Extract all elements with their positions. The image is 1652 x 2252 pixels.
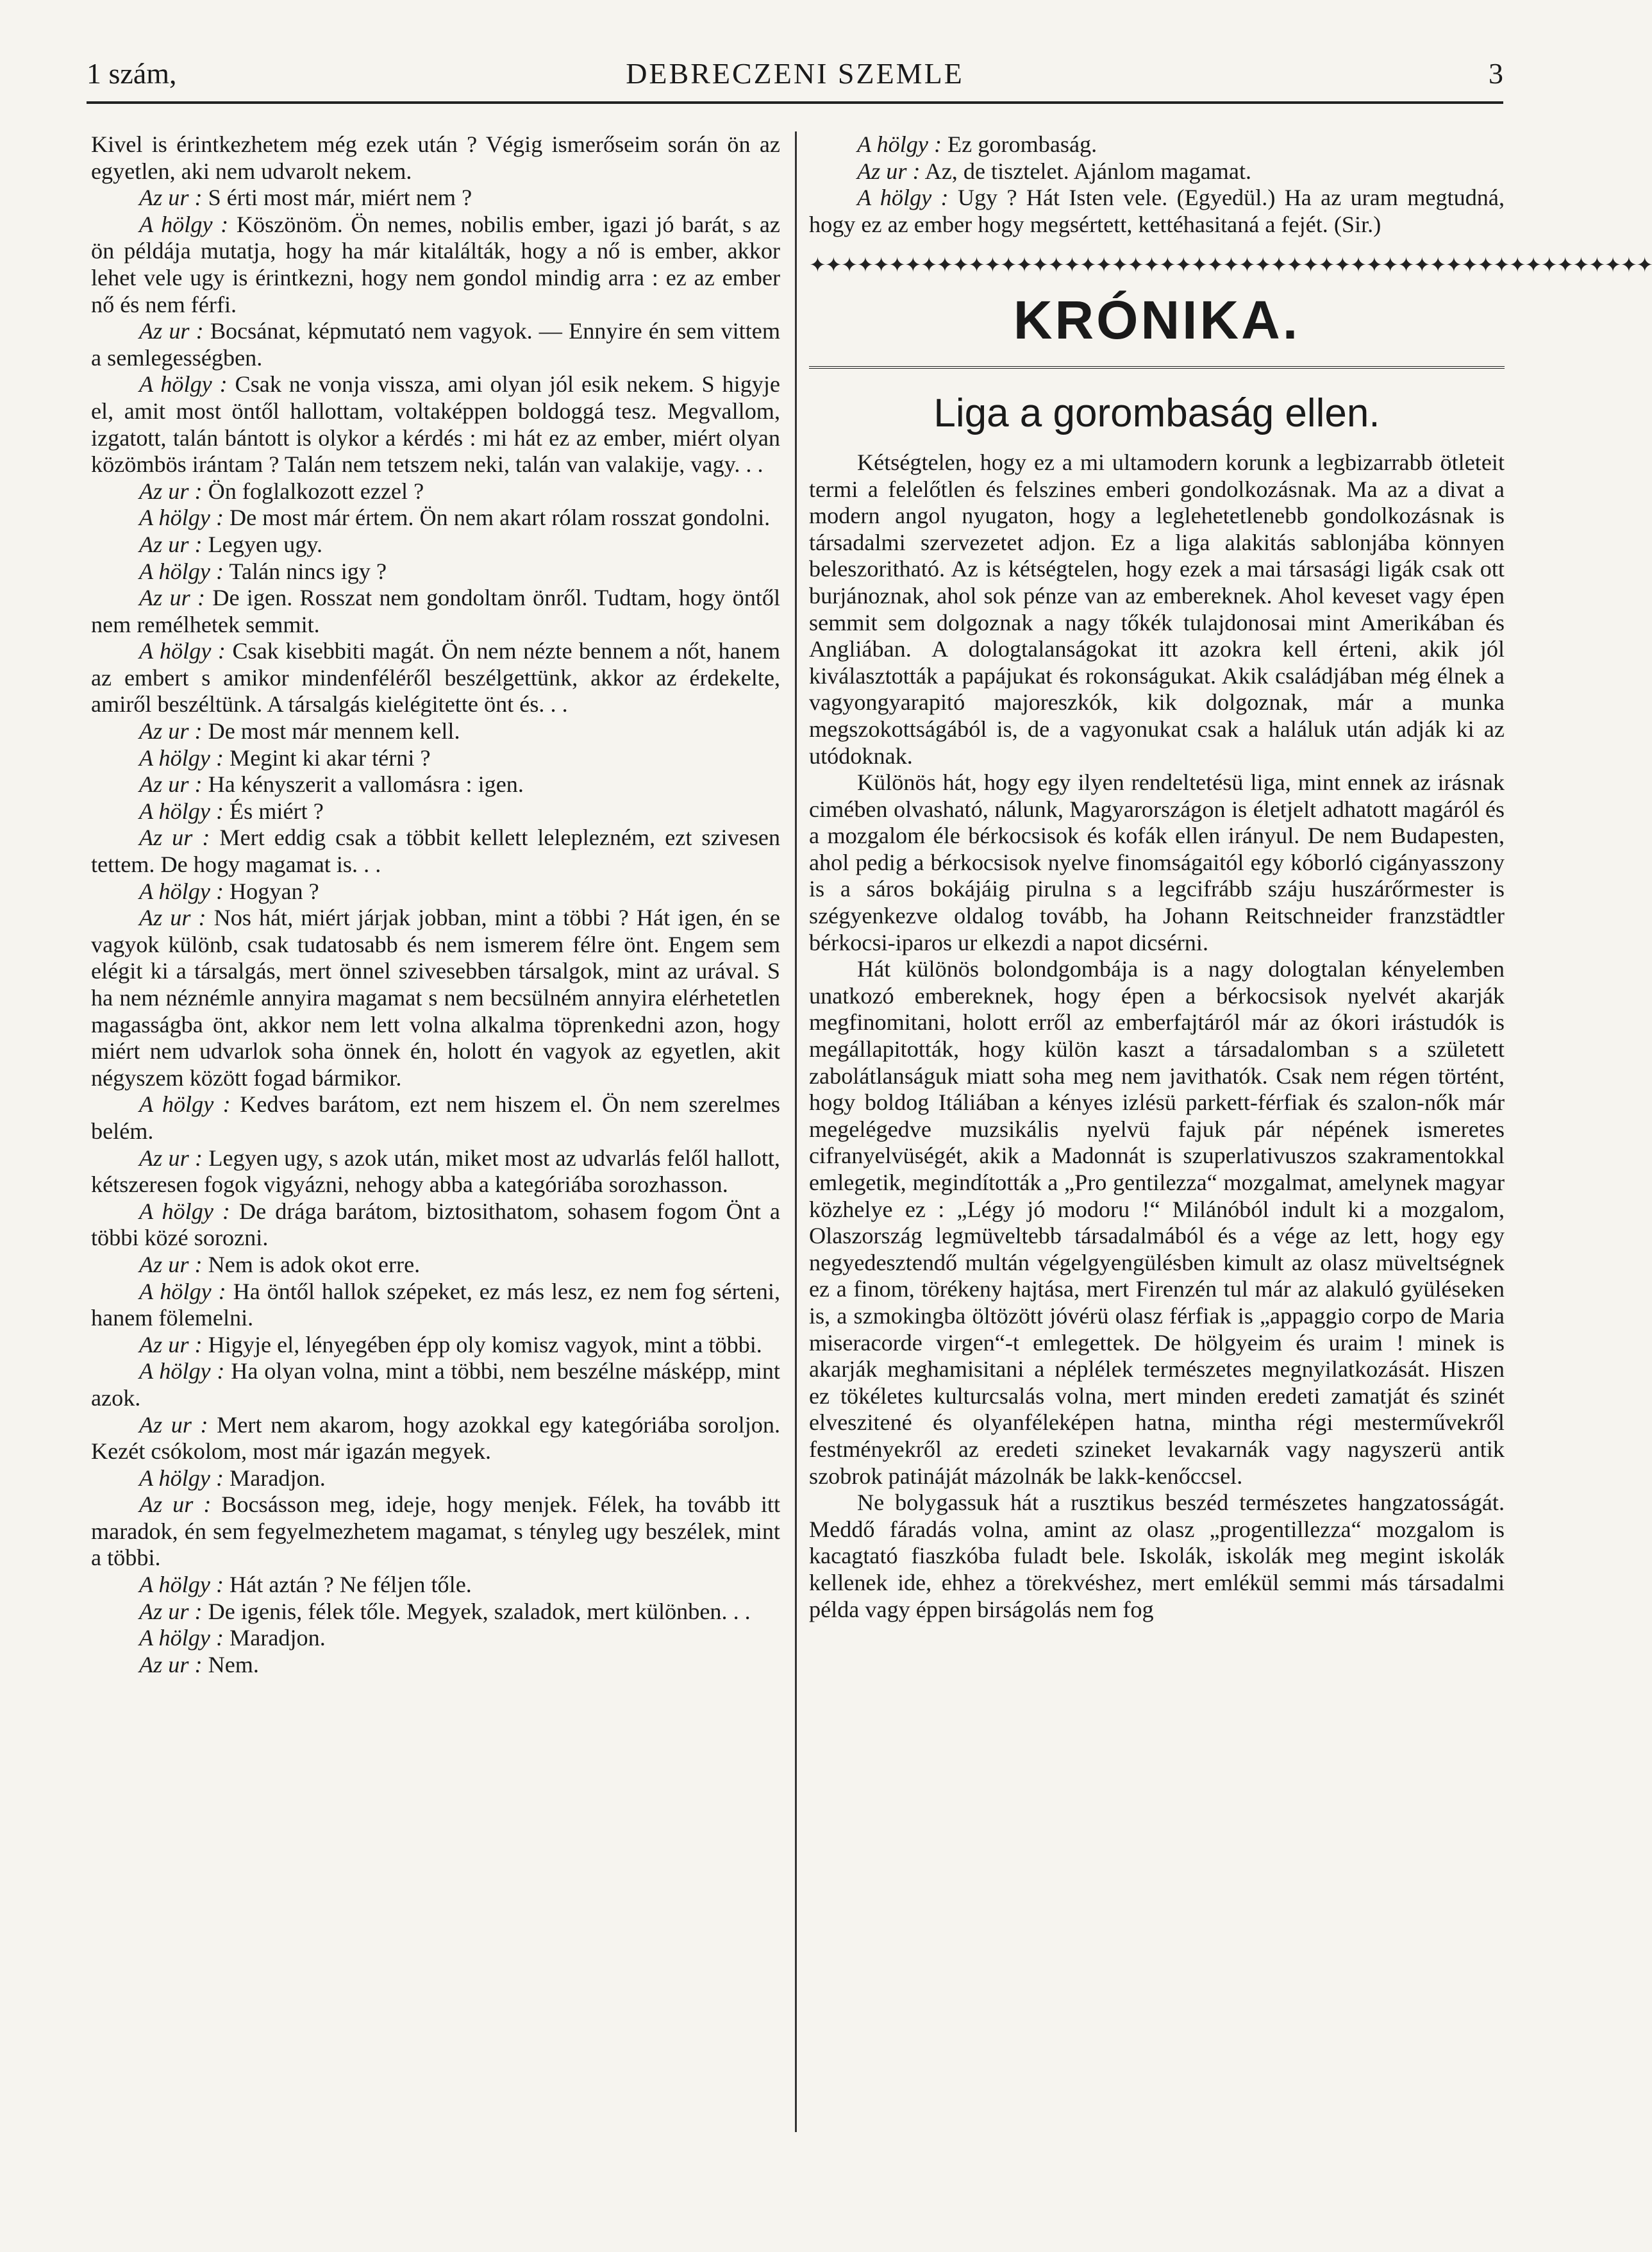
dialogue-line: A hölgy : De most már értem. Ön nem akart rólam rosszat gondolni. xyxy=(139,505,771,531)
dialogue-line: A hölgy : Ha öntől hallok szépeket, ez más lesz, ez nem fog sérteni, hanem fölemelni. xyxy=(91,1278,780,1331)
issue-number: 1 szám, xyxy=(87,57,177,90)
dialogue-line: A hölgy : De drága barátom, biztosithatom, sohasem fogom Önt a többi közé sorozni. xyxy=(91,1198,780,1251)
speaker: Az ur : xyxy=(139,1145,203,1171)
dialogue-line: Az ur : Az, de tisztelet. Ajánlom magamat. xyxy=(857,158,1252,184)
dialogue-line: Az ur : Ha kényszerit a vallomásra : igen. xyxy=(139,771,524,798)
speaker: Az ur : xyxy=(139,771,203,798)
dialogue-line: Az ur : Nos hát, miért járjak jobban, mint a többi ? Hát igen, én se vagyok különb, csak tudatosabb és nem ismerem félre önt. Engem sem elégit ki a társalgás, mert önnel szivesebben társalgok, mint az urával. S ha nem néznémle annyira magamat s nem becsülném annyira elérhetetlen magasságba önt, akkor nem lett volna alkalma töprenkedni azon, hogy miért nem udvarlok soha önnek én, holott én vagyok az egyetlen, akit négyszem között fogad bármikor. xyxy=(91,905,780,1091)
speaker: A hölgy : xyxy=(139,878,224,904)
dialogue-line: Az ur : Bocsásson meg, ideje, hogy menjek. Félek, ha tovább itt maradok, én sem fegyelmezhetem magamat, s tényleg ugy beszélek, mint a többi. xyxy=(91,1492,781,1571)
speaker: Az ur : xyxy=(139,585,206,611)
dialogue-line: A hölgy : Hogyan ? xyxy=(139,878,319,904)
dialogue-line: A hölgy : Maradjon. xyxy=(139,1625,326,1651)
speaker: Az ur : xyxy=(857,158,921,184)
journal-title: DEBRECZENI SZEMLE xyxy=(626,57,964,90)
dialogue-line: Az ur : Higyje el, lényegében épp oly komisz vagyok, mint a többi. xyxy=(139,1331,762,1357)
speaker: Az ur : xyxy=(139,478,203,504)
article-title: Liga a gorombaság ellen. xyxy=(933,391,1380,435)
column-divider xyxy=(795,131,797,2132)
speaker: Az ur : xyxy=(139,1331,203,1357)
speaker: Az ur : xyxy=(139,1492,212,1518)
speaker: Az ur : xyxy=(139,1411,208,1438)
dialogue-line: A hölgy : Ez gorombaság. xyxy=(857,131,1097,157)
dialogue-line: Az ur : De most már mennem kell. xyxy=(139,718,460,744)
speaker: A hölgy : xyxy=(139,638,226,664)
speaker: A hölgy : xyxy=(139,1358,225,1384)
section-title: KRÓNIKA. xyxy=(809,288,1505,369)
dialogue-line: A hölgy : Ugy ? Hát Isten vele. (Egyedül.) Ha az uram megtudná, hogy ez az ember hogy megsértett, kettéhasitaná a fejét. (Sir.) xyxy=(809,185,1505,237)
dialogue-line: Az ur : Legyen ugy. xyxy=(139,531,323,557)
dialogue-line: A hölgy : És miért ? xyxy=(139,798,324,824)
page-number: 3 xyxy=(1489,57,1503,90)
speaker: A hölgy : xyxy=(139,1091,231,1118)
dialogue-line: Az ur : Ön foglalkozott ezzel ? xyxy=(139,478,424,504)
dialogue-line: Kivel is érintkezhetem még ezek után ? Végig ismerőseim során ön az egyetlen, aki nem udvarolt nekem. xyxy=(91,131,780,184)
dialogue-line: Az ur : Bocsánat, képmutató nem vagyok. — Ennyire én sem vittem a semlegességben. xyxy=(91,318,781,371)
dialogue-line: Az ur : Mert eddig csak a többit kellett leleplezném, ezt szivesen tettem. De hogy magamat is. . . xyxy=(91,825,780,878)
page-header xyxy=(87,56,1503,104)
dialogue-line: Az ur : Mert nem akarom, hogy azokkal egy kategóriába soroljon. Kezét csókolom, most már igazán megyek. xyxy=(91,1411,780,1465)
speaker: A hölgy : xyxy=(139,558,224,584)
dialogue-line: A hölgy : Talán nincs igy ? xyxy=(139,558,387,584)
dialogue-line: Az ur : S érti most már, miért nem ? xyxy=(139,185,472,211)
speaker: A hölgy : xyxy=(139,1625,224,1651)
speaker: A hölgy : xyxy=(139,371,228,398)
dialogue-line: A hölgy : Csak ne vonja vissza, ami olyan jól esik nekem. S higyje el, amit most öntől hallottam, voltaképpen boldoggá tesz. Megvallom, izgatott, talán bántott is olykor a kérdés : mi hát ez az ember, miért olyan közömbös irántam ? Talán nem tetszem neki, talán van valakije, vagy. . . xyxy=(91,371,780,478)
ornamental-rule: ✦✦✦✦✦✦✦✦✦✦✦✦✦✦✦✦✦✦✦✦✦✦✦✦✦✦✦✦✦✦✦✦✦✦✦✦✦✦✦✦✦✦✦✦✦✦✦✦✦✦✦✦✦ xyxy=(809,253,1652,277)
dialogue-line: Az ur : Nem. xyxy=(139,1651,259,1677)
speaker: Az ur : xyxy=(139,1598,203,1624)
article-paragraph: Ne bolygassuk hát a rusztikus beszéd természetes hangzatosságát. Meddő fáradás volna, amint az olasz „progentillezza“ mozgalom is kacagtató fiaszkóba fuladt bele. Iskolák, iskolák meg megint iskolák kellenek ide, ehhez a törekvéshez, mert emlékül semmi más társadalmi példa vagy éppen birságolás nem fog xyxy=(809,1490,1505,1622)
dialogue-line: A hölgy : Csak kisebbiti magát. Ön nem nézte bennem a nőt, hanem az embert s amikor mindenféléről beszélgettünk, akkor az érdekelte, amiről beszéltünk. A társalgás kielégitette önt és. . . xyxy=(91,638,780,718)
speaker: A hölgy : xyxy=(139,505,224,531)
speaker: A hölgy : xyxy=(139,744,224,771)
dialogue-line: A hölgy : Kedves barátom, ezt nem hiszem el. Ön nem szerelmes belém. xyxy=(91,1091,780,1144)
article-paragraph: Különös hát, hogy egy ilyen rendeltetésü liga, mint ennek az irásnak cimében olvasható, nálunk, Magyarországon is életjelt adhatott magáról és a mozgalom éle bérkocsisok és kofák ellen irányul. De nem Budapesten, ahol pedig a bérkocsisok nyelve finomságaitól egy kóborló cigányasszony is a sáros bokájáig pirulna s a legcifrább száju huszárőrmester is szégyenkezve oldalog tovább, ha Johann Reitschneider franzstädtler bérkocsi-iparos ur elkezdi a napot dicsérni. xyxy=(809,769,1505,955)
speaker: Az ur : xyxy=(139,185,203,211)
speaker: A hölgy : xyxy=(139,1572,224,1598)
dialogue-line: A hölgy : Maradjon. xyxy=(139,1465,326,1491)
speaker: Az ur : xyxy=(139,531,203,557)
article-paragraph: Kétségtelen, hogy ez a mi ultamodern korunk a legbizarrabb ötleteit termi a felelőtlen és felszines emberi gondolkozásnak. Ma az a divat a modern angol nyugaton, hogy a leglehetetlenebb gondolkozásnak is társadalmi szervezetet adjon. Ez a liga alakitás sablonjába könnyen beleszoritható. Az is kétségtelen, hogy ezek a mai társasági ligák csak ott burjánoznak, ahol sok pénze van az embereknek. Ahol keveset vagy épen semmit sem dolgoznak a nagy tőkék tulajdonosai mint Amerikában és Angliában. A dologtalanságokat itt azokra kell érteni, akik jól kiválasztották a papájukat és rokonságukat. Akik családjában még élnek a vagyongyarapitó majoreszkók, kik dolgoznak, már a munka megszokottságából is, de a vagyonukat csak a haláluk után adják ki az utódoknak. xyxy=(809,449,1505,769)
speaker: Az ur : xyxy=(139,718,203,744)
speaker: Az ur : xyxy=(139,1251,203,1277)
right-column xyxy=(809,131,1652,1623)
speaker: Az ur : xyxy=(139,1651,203,1677)
dialogue-line: A hölgy : Megint ki akar térni ? xyxy=(139,744,431,771)
left-column xyxy=(91,131,780,1678)
speaker: Az ur : xyxy=(139,905,206,931)
dialogue-line: A hölgy : Ha olyan volna, mint a többi, nem beszélne másképp, mint azok. xyxy=(91,1358,780,1411)
dialogue-line: Az ur : Legyen ugy, s azok után, miket most az udvarlás felől hallott, kétszeresen fogok vigyázni, nehogy abba a kategóriába sorozhasson. xyxy=(91,1145,780,1198)
speaker: A hölgy : xyxy=(139,1465,224,1491)
article-paragraph: Hát különös bolondgombája is a nagy dologtalan kényelemben unatkozó embereknek, hogy épen a bérkocsisok nyelvét akarják megfinomitani, holott erről az emberfajtáról már az ókori irástudók is megállapitották, hogy külön kaszt a társadalomban s a született zabolátlanságuk miatt soha meg nem javithatók. Csak nem régen történt, hogy boldog Itáliában a kényes izlésü parkett-férfiak és szalon-nők már megelégedve muzsikális nyelvü fajuk pár népének ismeretes cifranyelvüségét, akik a Madonnát is szuperlativuszos szakramentokkal emlegetik, megindították a „Pro gentilezza“ mozgalmat, amelynek magyar közhelye ez : „Légy jó modoru !“ Milánóból indult ki a mozgalom, Olaszország legmüveltebb társadalmából és a vége az lett, hogy egy negyedesztendő multán végelgyengülésben kimult az olasz müveltségnek ez a finom, törékeny hajtása, mert Firenzén tul már az alakuló gyüléseken is, a szmokingba öltözött jóvérü olasz férfiak is „appaggio corpo de Maria miseracorde virgen“-t emlegettek. De hölgyeim és uraim ! minek is akarják meghamisitani a néplélek természetes megnyilatkozását. Hiszen ez tökéletes kulturcsalás volna, mert minden eredeti zamatját és szinét elveszitené és olyanféleképen hatna, mintha régi mesterművekről festményekről az eredeti szineket levakarnák vagy nagyszerü antik szobrok patináját mázolnák be lakk-kenőccsel. xyxy=(809,956,1505,1489)
dialogue-line: A hölgy : Hát aztán ? Ne féljen tőle. xyxy=(139,1572,472,1598)
speaker: A hölgy : xyxy=(139,211,229,237)
speaker: Az ur : xyxy=(139,825,210,851)
dialogue-line: Az ur : De igen. Rosszat nem gondoltam önről. Tudtam, hogy öntől nem remélhetek semmit. xyxy=(91,585,780,637)
speaker: A hölgy : xyxy=(139,1198,230,1224)
speaker: A hölgy : xyxy=(857,185,949,211)
dialogue-line: Az ur : Nem is adok okot erre. xyxy=(139,1251,421,1277)
speaker: Az ur : xyxy=(139,318,204,344)
speaker: A hölgy : xyxy=(139,1278,226,1304)
dialogue-line: A hölgy : Köszönöm. Ön nemes, nobilis ember, igazi jó barát, s az ön példája mutatja, hogy ha már kitalálták, hogy a nő is ember, akkor lehet vele ugy is érintkezni, hogy nem gondol mindig arra : ez az ember nő és nem férfi. xyxy=(91,211,780,317)
speaker: A hölgy : xyxy=(139,798,224,824)
speaker: A hölgy : xyxy=(857,131,942,157)
dialogue-line: Az ur : De igenis, félek tőle. Megyek, szaladok, mert különben. . . xyxy=(139,1598,751,1624)
